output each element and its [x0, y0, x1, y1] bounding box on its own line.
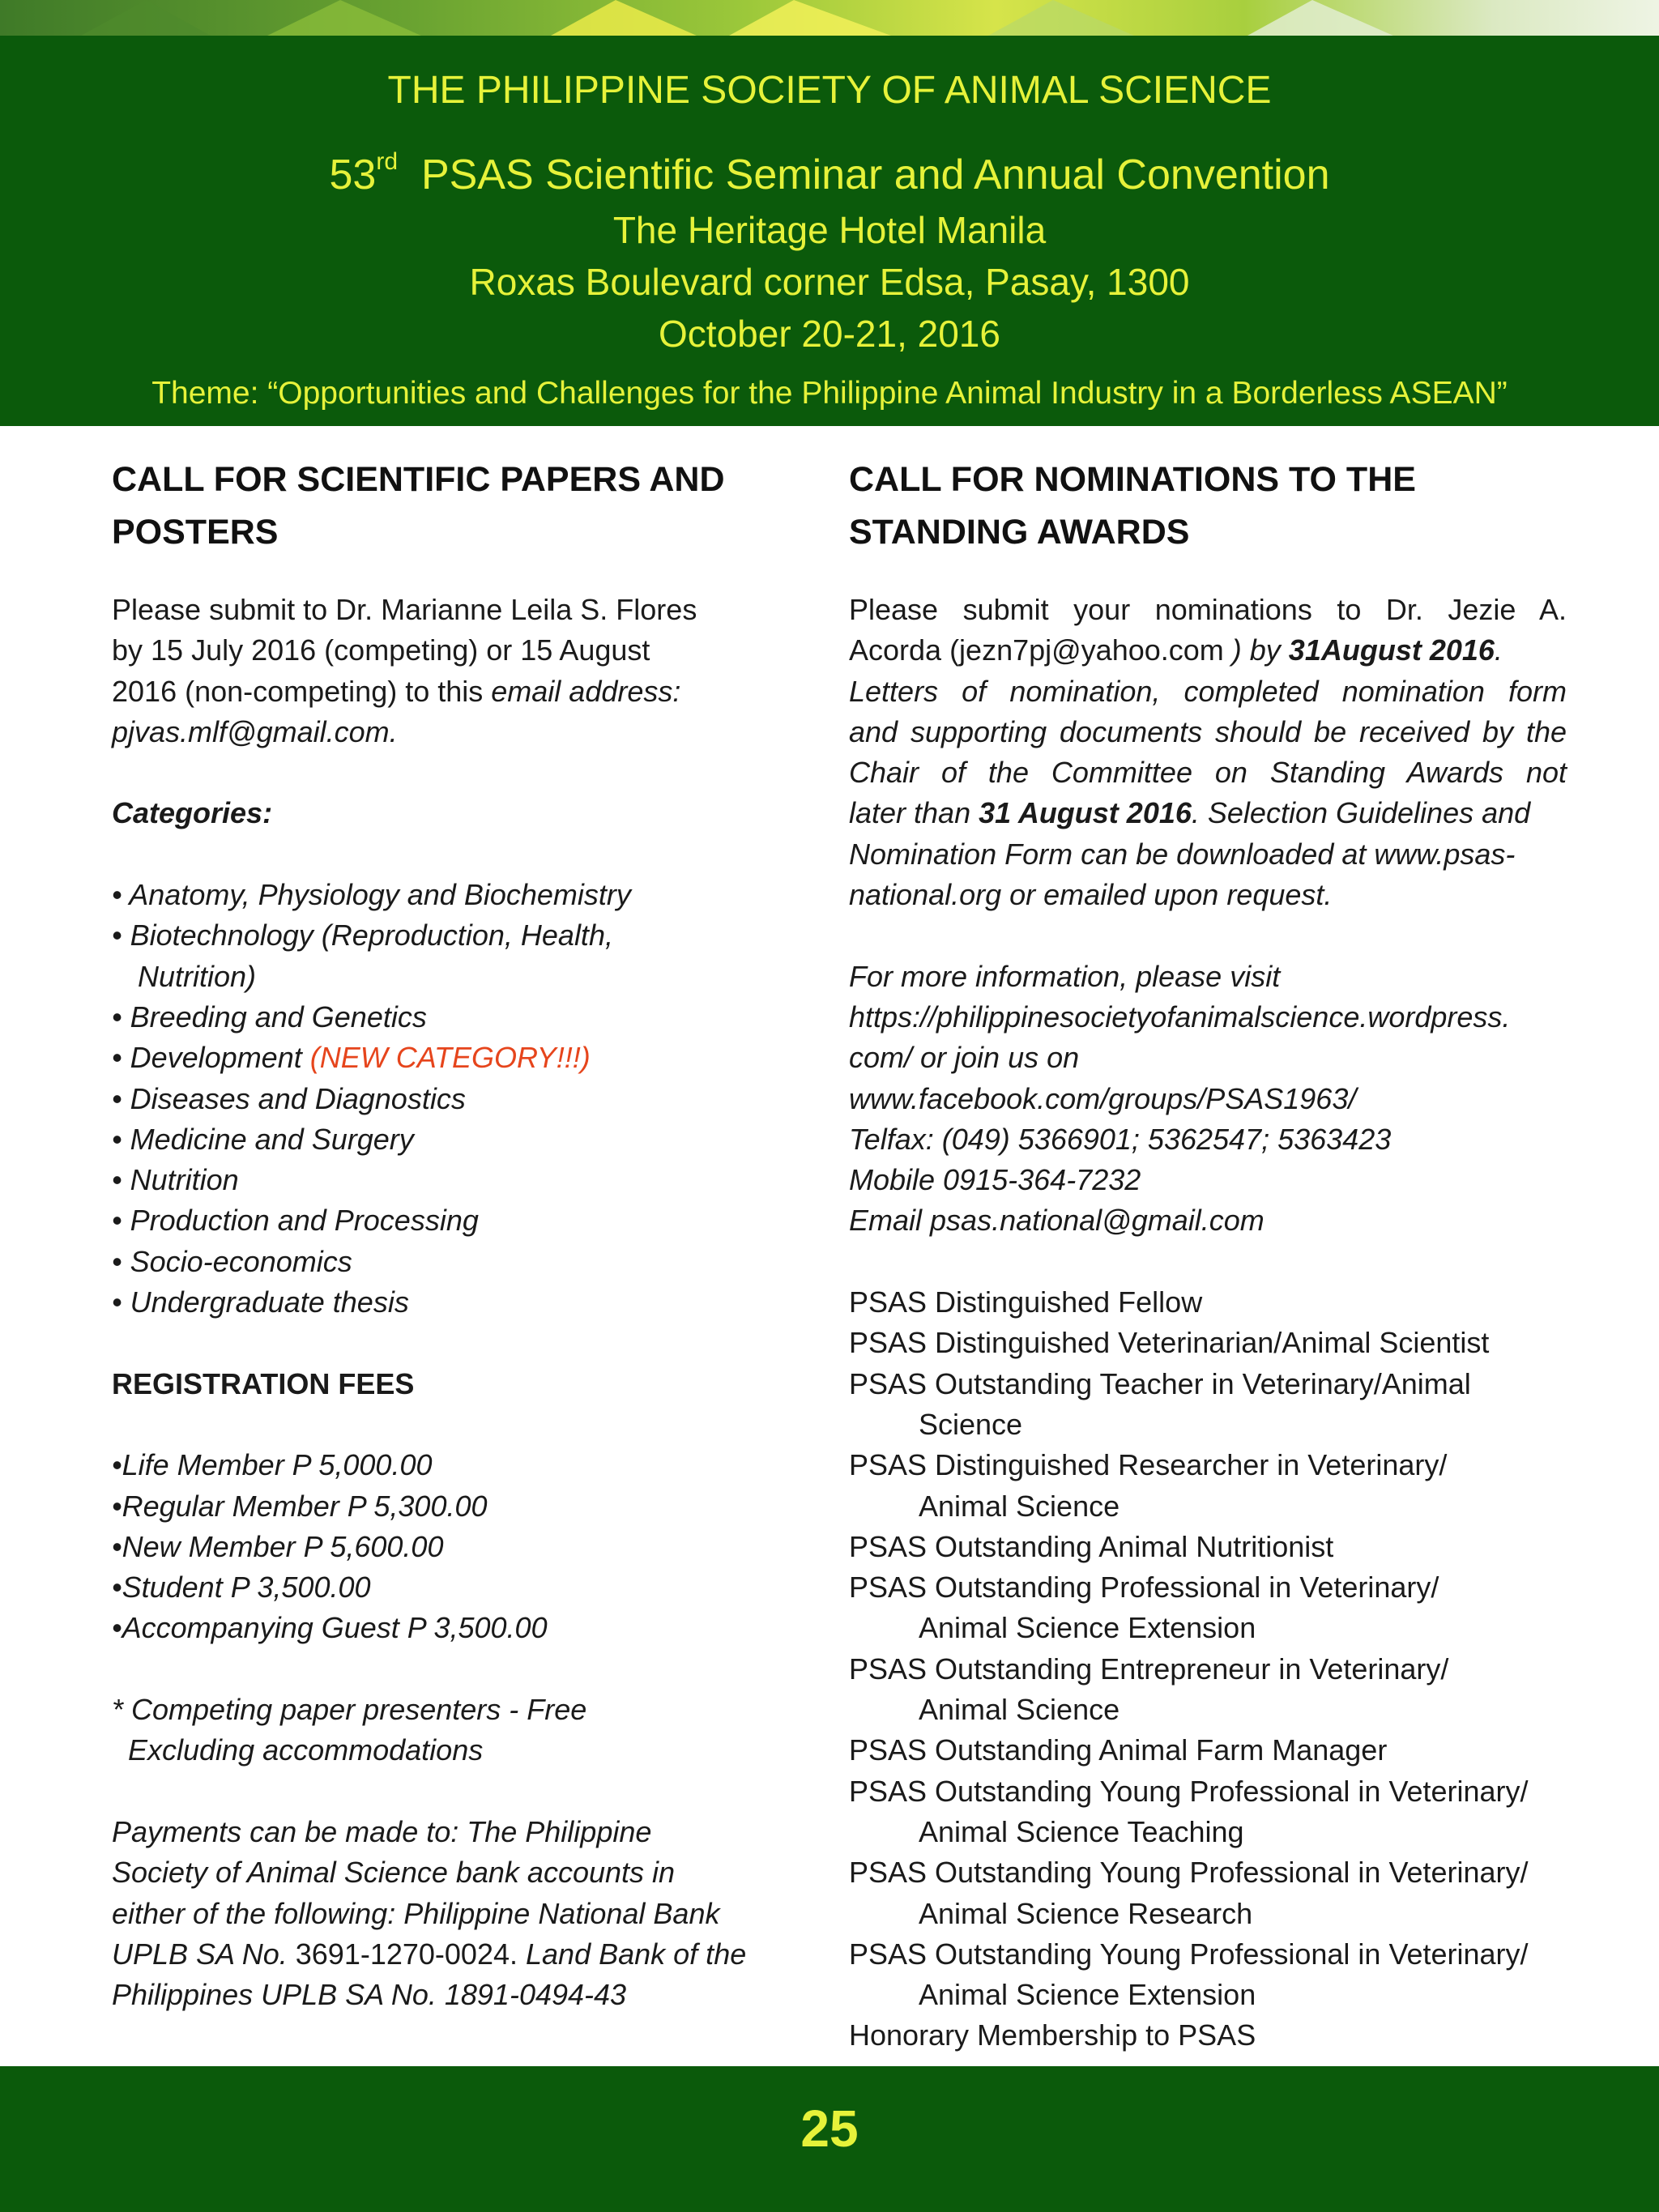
fees-title: REGISTRATION FEES: [112, 1366, 415, 1400]
venue-address: Roxas Boulevard corner Edsa, Pasay, 1300: [469, 261, 1190, 303]
list-item: PSAS Outstanding Entrepreneur in Veterinary/: [849, 1652, 1449, 1686]
event-title: [0, 147, 1659, 199]
list-item: PSAS Distinguished Fellow: [849, 1285, 1203, 1319]
telfax: Telfax: (049) 5366901; 5362547; 5363423: [849, 1122, 1392, 1156]
edition-number: 53: [329, 151, 377, 198]
list-item: PSAS Distinguished Researcher in Veterinary/: [849, 1448, 1448, 1482]
mobile: Mobile 0915-364-7232: [849, 1163, 1141, 1197]
edition-suffix: rd: [376, 147, 399, 175]
list-item: •New Member P 5,600.00: [112, 1529, 444, 1563]
list-item: • Socio-economics: [112, 1244, 352, 1278]
list-item: • Development (NEW CATEGORY!!!): [112, 1041, 591, 1075]
footer-bar: [0, 2066, 1659, 2212]
list-item-cont: Animal Science Research: [919, 1896, 1253, 1930]
decorative-top-banner: [0, 0, 1659, 36]
awards-title: CALL FOR NOMINATIONS TO THE STANDING AWARDS: [849, 460, 1416, 552]
list-item: PSAS Outstanding Animal Farm Manager: [849, 1733, 1388, 1767]
list-item: •Regular Member P 5,300.00: [112, 1489, 488, 1523]
website-link[interactable]: https://philippinesocietyofanimalscience.wordpress.: [849, 999, 1511, 1034]
list-item: • Medicine and Surgery: [112, 1122, 414, 1156]
list-item: Honorary Membership to PSAS: [849, 2018, 1256, 2052]
list-item: • Breeding and Genetics: [112, 999, 427, 1034]
list-item: PSAS Outstanding Teacher in Veterinary/Animal: [849, 1366, 1471, 1400]
venue: The Heritage Hotel Manila: [612, 209, 1047, 251]
list-item: •Student P 3,500.00: [112, 1571, 371, 1605]
nomination-info: Please submit your nominations to Dr. Jezie A. Acorda (jezn7pj@yahoo.com ) by 31August 2016. Letters of nomination, completed nomination form and supporting documents should be received by the Chair of the Committee on Standing Awards not later than 31 August 2016. Selection Guidelines and Nomination Form can be downloaded at www.psas- national.org or emailed upon request.: [849, 593, 1567, 912]
new-category-badge: (NEW CATEGORY!!!): [309, 1041, 591, 1075]
list-item: • Anatomy, Physiology and Biochemistry: [112, 878, 631, 912]
presenter-note: * Competing paper presenters - Free Excluding accommodations: [112, 1693, 587, 1767]
list-item-cont: Animal Science Extension: [919, 1611, 1256, 1645]
list-item: • Biotechnology (Reproduction, Health,: [112, 918, 613, 953]
contact-info: For more information, please visit https://philippinesocietyofanimalscience.wordpress. com/ or join us on www.facebook.com/groups/PSAS1963/ Telfax: (049) 5366901; 5362547; 5363423 Mobile 0915-364-7232 Email psas.national@gmail.com: [849, 957, 1567, 1242]
list-item: PSAS Outstanding Professional in Veterinary/: [849, 1571, 1439, 1605]
event-date: October 20-21, 2016: [659, 313, 1000, 355]
page-number: 25: [800, 2099, 859, 2158]
list-item: PSAS Outstanding Animal Nutritionist: [849, 1529, 1334, 1563]
event-name: PSAS Scientific Seminar and Annual Convention: [420, 151, 1330, 198]
papers-column: [112, 454, 784, 2015]
org-title: THE PHILIPPINE SOCIETY OF ANIMAL SCIENCE: [387, 69, 1272, 112]
header-banner: [0, 36, 1659, 426]
list-item: • Undergraduate thesis: [112, 1285, 409, 1319]
list-item: PSAS Outstanding Young Professional in Veterinary/: [849, 1937, 1529, 1971]
list-item: PSAS Outstanding Young Professional in Veterinary/: [849, 1856, 1529, 1890]
list-item-cont: Science: [919, 1407, 1023, 1441]
payment-info: Payments can be made to: The Philippine Society of Animal Science bank accounts in either of the following: Philippine National Bank UPLB SA No. 3691-1270-0024. Land Bank of the Philippines UPLB SA No. 1891-0494-43: [112, 1814, 747, 2012]
event-theme: Theme: “Opportunities and Challenges for the Philippine Animal Industry in a Borderless ASEAN”: [151, 376, 1508, 411]
awards-column: [849, 454, 1567, 2056]
awards-list: [849, 1282, 1567, 2056]
categories-list: [112, 875, 784, 1323]
facebook-link[interactable]: www.facebook.com/groups/PSAS1963/: [849, 1081, 1357, 1115]
list-item: • Nutrition: [112, 1163, 239, 1197]
list-item: • Production and Processing: [112, 1204, 479, 1238]
email: Email psas.national@gmail.com: [849, 1204, 1265, 1238]
papers-title: CALL FOR SCIENTIFIC PAPERS AND POSTERS: [112, 460, 725, 552]
list-item: PSAS Distinguished Veterinarian/Animal Scientist: [849, 1326, 1490, 1360]
submission-info: Please submit to Dr. Marianne Leila S. Flores by 15 July 2016 (competing) or 15 August 2016 (non-competing) to this email address: pjvas.mlf@gmail.com.: [112, 593, 697, 748]
list-item: •Life Member P 5,000.00: [112, 1448, 433, 1482]
fees-list: [112, 1445, 784, 1648]
list-item-cont: Animal Science: [919, 1693, 1120, 1727]
categories-label: Categories:: [112, 796, 273, 830]
list-item-cont: Animal Science: [919, 1489, 1120, 1523]
list-item: • Diseases and Diagnostics: [112, 1081, 466, 1115]
list-item: Nutrition): [138, 959, 257, 993]
list-item: •Accompanying Guest P 3,500.00: [112, 1611, 548, 1645]
list-item: PSAS Outstanding Young Professional in Veterinary/: [849, 1774, 1529, 1808]
list-item-cont: Animal Science Extension: [919, 1978, 1256, 2012]
list-item-cont: Animal Science Teaching: [919, 1814, 1244, 1848]
